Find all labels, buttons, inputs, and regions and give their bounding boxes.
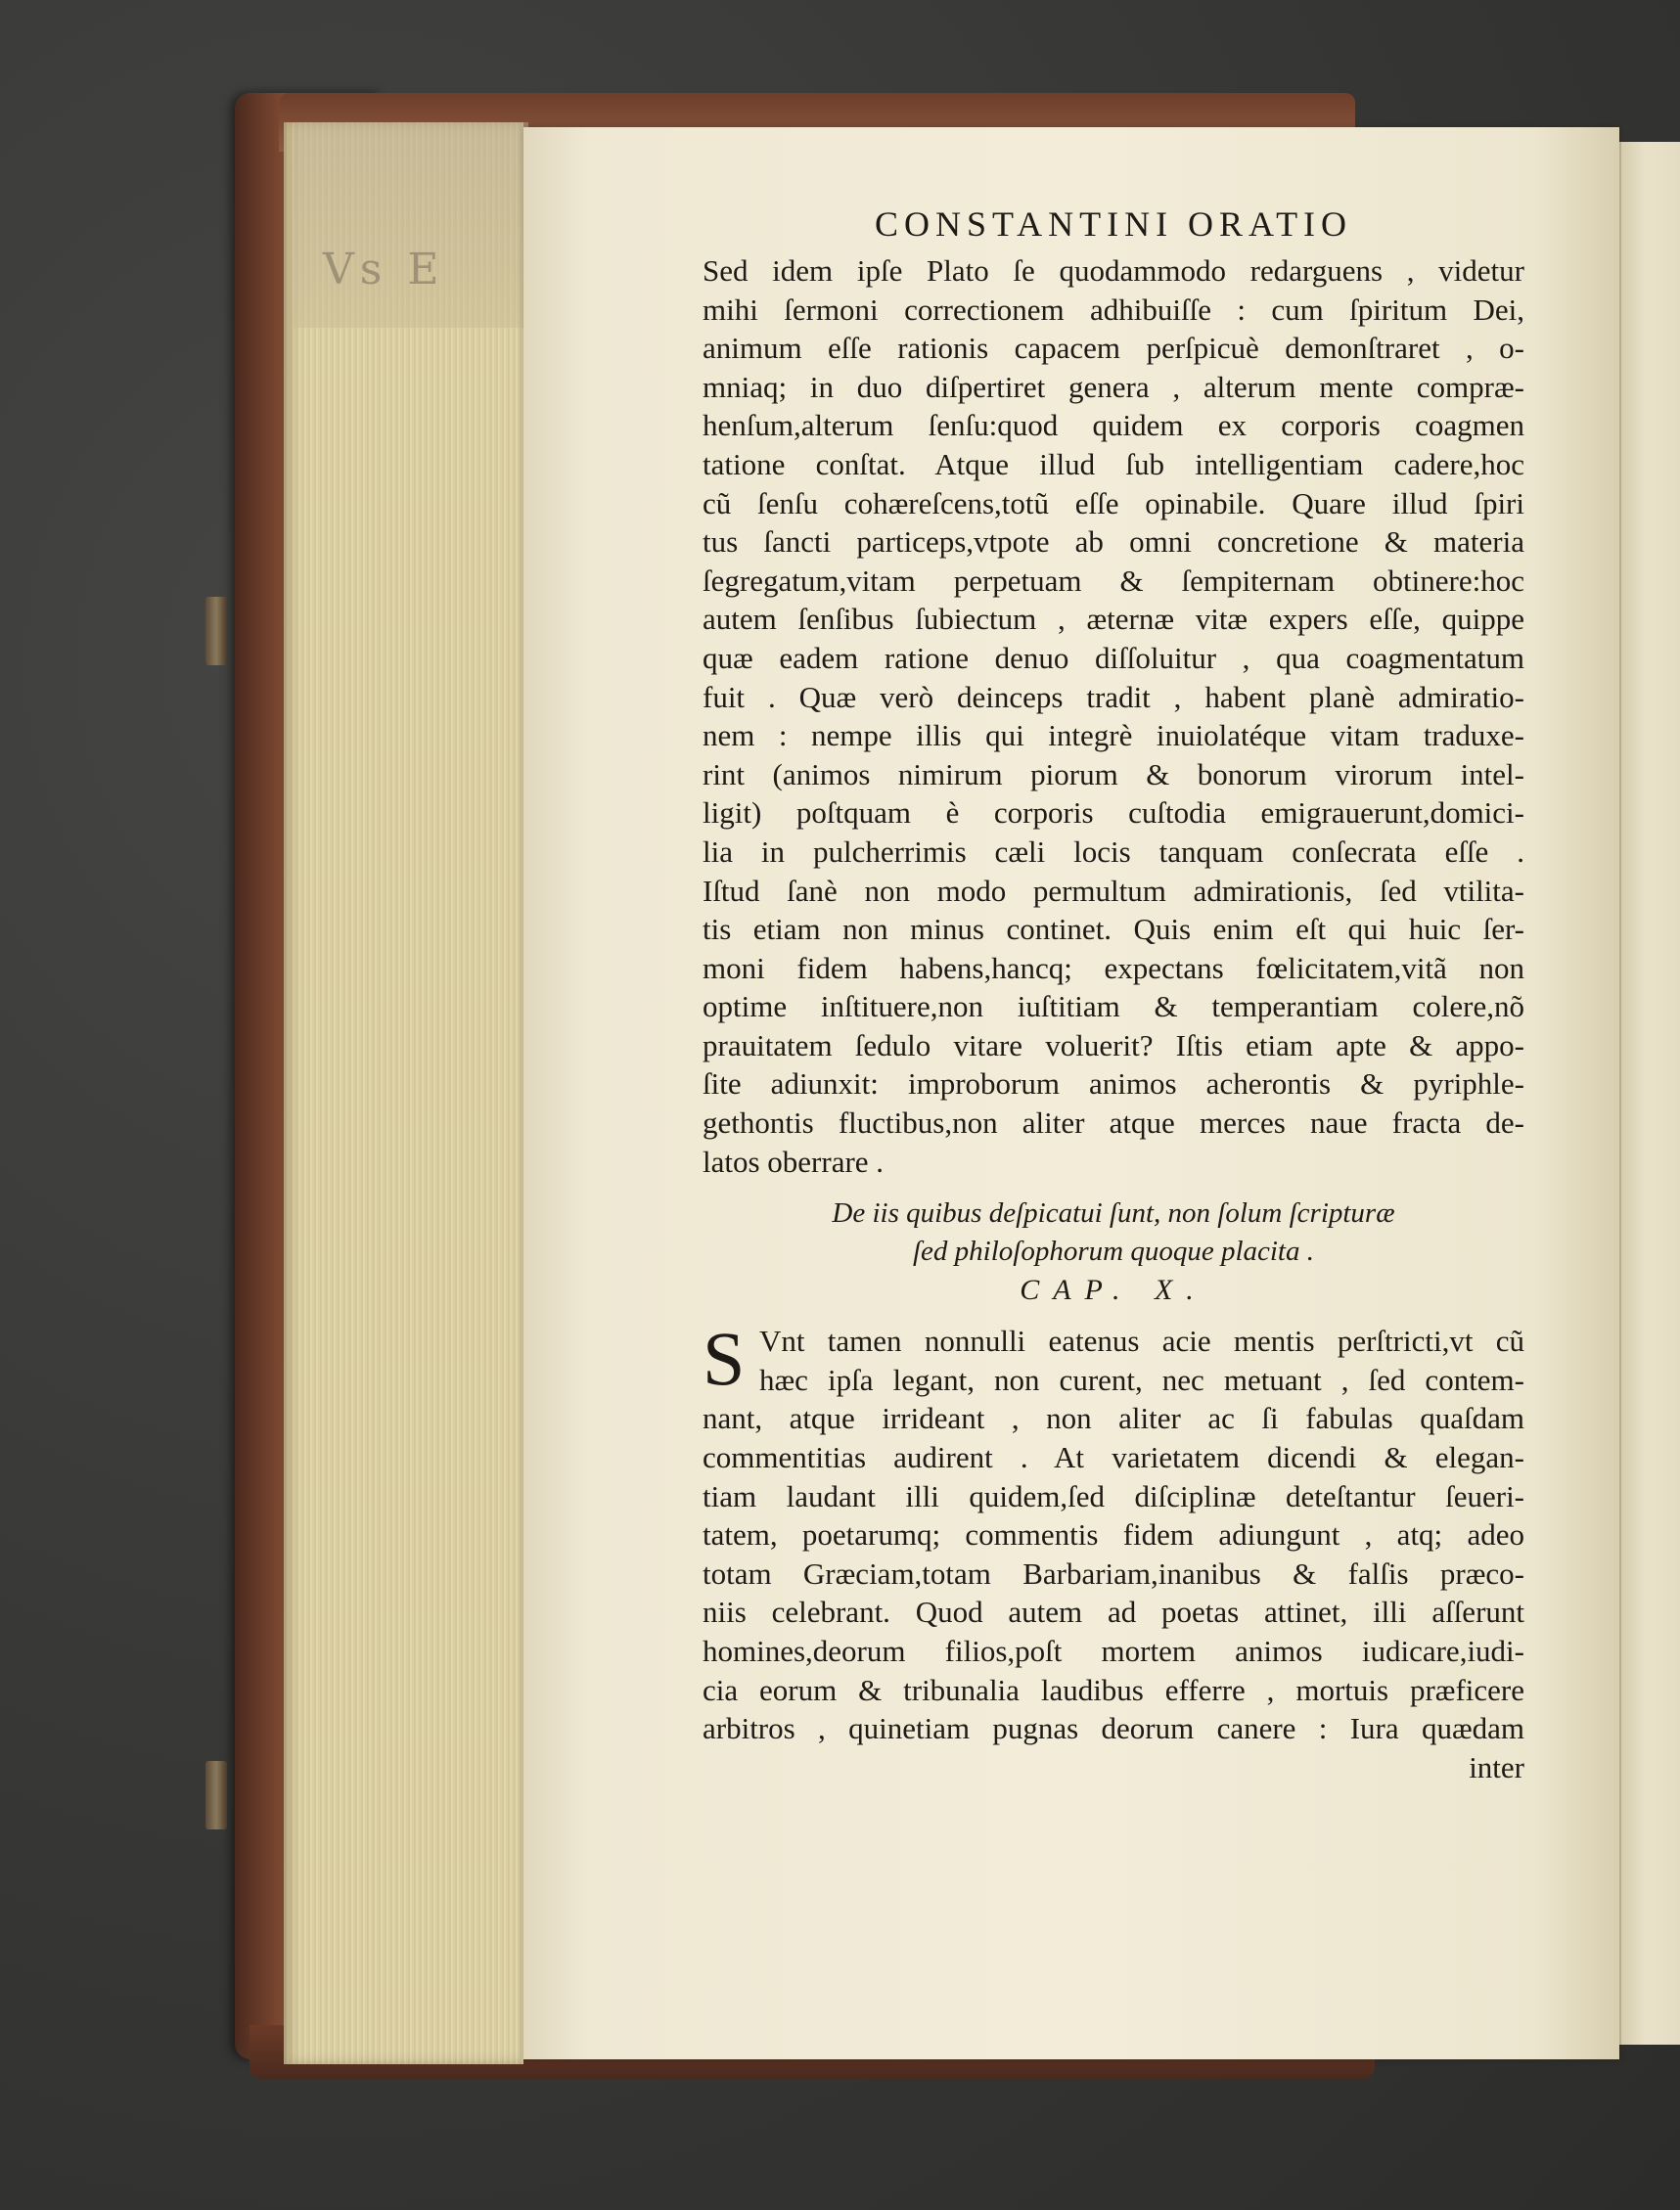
text-line: nem : nempe illis qui integrè inuiolatéque vitam traduxe-: [703, 718, 1524, 753]
text-line: tatem, poetarumq; commentis fidem adiungunt , atq; adeo: [703, 1517, 1524, 1553]
clasp-lower: [205, 1761, 227, 1829]
text-line: quæ eadem ratione denuo diſſoluitur , qua coagmentatum: [703, 640, 1524, 675]
chapter-number: CAP. X.: [1020, 1274, 1207, 1307]
text-line: tatione conſtat. Atque illud ſub intelligentiam cadere,hoc: [703, 446, 1524, 481]
text-line: gethontis fluctibus,non aliter atque merces naue fracta de-: [703, 1105, 1524, 1141]
edge-lettering: Vs E: [323, 245, 445, 294]
page-text: [703, 201, 1524, 1786]
text-line: Sed idem ipſe Plato ſe quodammodo redarguens , videtur: [703, 253, 1524, 288]
paragraph-2: [703, 872, 1524, 1182]
text-line: fuit . Quæ verò deinceps tradit , habent planè admiratio-: [703, 679, 1524, 714]
drop-cap-initial: S: [703, 1316, 746, 1402]
text-line: mihi ſermoni correctionem adhibuiſſe : cum ſpiritum Dei,: [703, 292, 1524, 327]
running-head: CONSTANTINI ORATIO: [874, 204, 1353, 244]
text-line: homines,deorum filios,poſt mortem animos iudicare,iudi-: [703, 1634, 1524, 1668]
text-line: henſum,alterum ſenſu:quod quidem ex corporis coagmen: [703, 408, 1524, 443]
text-line: tus ſancti particeps,vtpote ab omni concretione & materia: [703, 524, 1524, 560]
text-line: mniaq; in duo diſpertiret genera , alterum mente compræ-: [703, 369, 1524, 404]
facing-page-edge: [1619, 142, 1680, 2045]
text-line: moni fidem habens,hancq; expectans fœlicitatem,vitã non: [703, 950, 1524, 985]
text-line: cũ ſenſu cohæreſcens,totũ eſſe opinabile. Quare illud ſpiri: [703, 485, 1524, 520]
clasp-upper: [205, 597, 227, 665]
text-line: latos oberrare .: [703, 1144, 885, 1179]
text-line: tiam laudant illi quidem,ſed diſciplinæ deteſtantur ſeueri-: [703, 1478, 1524, 1513]
text-line: arbitros , quinetiam pugnas deorum canere : Iura quædam: [703, 1711, 1524, 1746]
text-line: cia eorum & tribunalia laudibus efferre , mortuis præficere: [703, 1672, 1524, 1707]
text-line: hæc ipſa legant, non curent, nec metuant , ſed contem-: [759, 1362, 1524, 1397]
chapter-heading-line: De iis quibus deſpicatui ſunt, non ſolum ſcripturæ: [832, 1197, 1395, 1230]
page-edges-shadow: [294, 122, 528, 328]
text-line: tis etiam non minus continet. Quis enim eſt qui huic ſer-: [703, 912, 1524, 947]
text-line: ſite adiunxit: improborum animos acherontis & pyriphle-: [703, 1066, 1524, 1102]
chapter-heading-line: ſed philoſophorum quoque placita .: [913, 1236, 1314, 1268]
text-line: animum eſſe rationis capacem perſpicuè demonſtraret , o-: [703, 331, 1524, 366]
catchword: inter: [1469, 1749, 1524, 1784]
text-line: ligit) poſtquam è corporis cuſtodia emigrauerunt,domici-: [703, 795, 1524, 831]
text-line: autem ſenſibus ſubiectum , æternæ vitæ expers eſſe, quippe: [703, 602, 1524, 637]
text-line: Vnt tamen nonnulli eatenus acie mentis perſtricti,vt cũ: [759, 1324, 1524, 1359]
text-line: nant, atque irrideant , non aliter ac ſi fabulas quaſdam: [703, 1401, 1524, 1436]
paragraph-3: [703, 1316, 1524, 1748]
text-line: rint (animos nimirum piorum & bonorum virorum intel-: [703, 756, 1524, 791]
text-line: lia in pulcherrimis cæli locis tanquam conſecrata eſſe .: [703, 834, 1524, 869]
text-line: niis celebrant. Quod autem ad poetas attinet, illi aſſerunt: [703, 1595, 1524, 1630]
text-line: totam Græciam,totam Barbariam,inanibus & falſis præco-: [703, 1556, 1524, 1591]
text-line: commentitias audirent . At varietatem dicendi & elegan-: [703, 1440, 1524, 1475]
text-line: prauitatem ſedulo vitare voluerit? Iſtis etiam apte & appo-: [703, 1027, 1524, 1062]
text-line: Iſtud ſanè non modo permultum admirationis, ſed vtilita-: [703, 873, 1524, 908]
page-edges: [284, 122, 523, 2064]
paragraph-1: [703, 251, 1524, 872]
text-line: optime inſtituere,non iuſtitiam & temperantiam colere,nõ: [703, 989, 1524, 1024]
text-line: ſegregatum,vitam perpetuam & ſempiternam obtinere:hoc: [703, 563, 1524, 598]
chapter-heading: [703, 1195, 1524, 1271]
